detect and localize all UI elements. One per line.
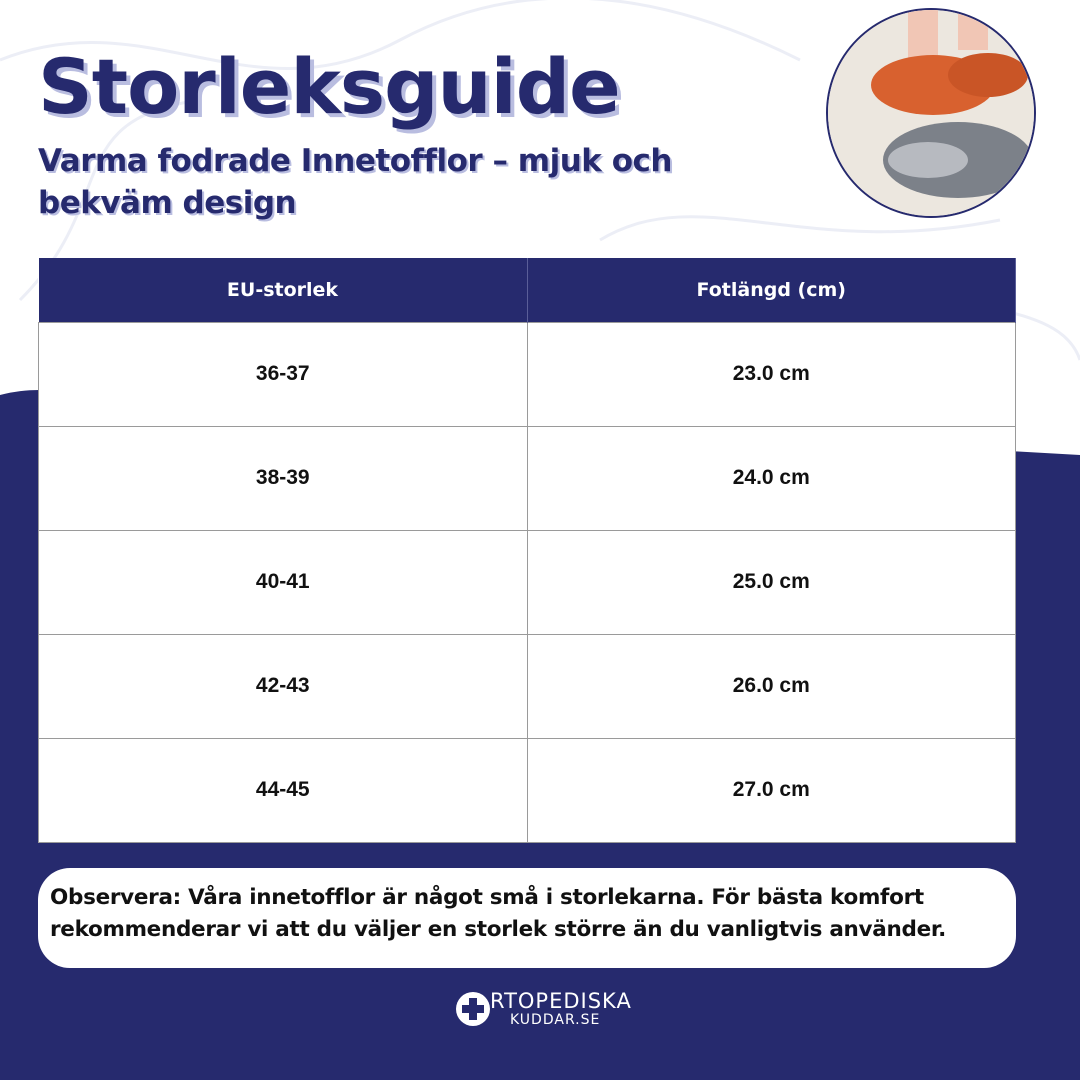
eu-size-cell: 42-43 (39, 634, 528, 738)
foot-length-cell: 27.0 cm (527, 738, 1016, 842)
eu-size-cell: 38-39 (39, 426, 528, 530)
sizing-note: Observera: Våra innetofflor är något små i storlekarna. För bästa komfort rekommenderar vi att du väljer en storlek större än du vanligtvis använder. (38, 868, 1016, 968)
eu-size-cell: 40-41 (39, 530, 528, 634)
column-header-eu-size: EU-storlek (39, 258, 528, 322)
table-row (39, 634, 1016, 738)
eu-size-cell: 36-37 (39, 322, 528, 426)
page-subtitle: Varma fodrade Innetofflor – mjuk och bekväm design (38, 143, 672, 221)
page-title: Storleksguide (38, 42, 620, 131)
table-row (39, 322, 1016, 426)
foot-length-cell: 25.0 cm (527, 530, 1016, 634)
column-header-foot-length: Fotlängd (cm) (527, 258, 1016, 322)
table-row (39, 738, 1016, 842)
foot-length-cell: 23.0 cm (527, 322, 1016, 426)
table-header-row (39, 258, 1016, 322)
foot-length-cell: 26.0 cm (527, 634, 1016, 738)
medical-cross-icon (456, 992, 490, 1026)
slippers-illustration (828, 10, 1036, 218)
size-table (38, 258, 1016, 843)
brand-logo (456, 990, 632, 1028)
slippers-photo (826, 8, 1036, 218)
logo-line2: KUDDAR.SE (510, 1012, 601, 1028)
eu-size-cell: 44-45 (39, 738, 528, 842)
table-row (39, 426, 1016, 530)
foot-length-cell: 24.0 cm (527, 426, 1016, 530)
logo-line1: RTOPEDISKA (490, 989, 632, 1013)
table-row (39, 530, 1016, 634)
